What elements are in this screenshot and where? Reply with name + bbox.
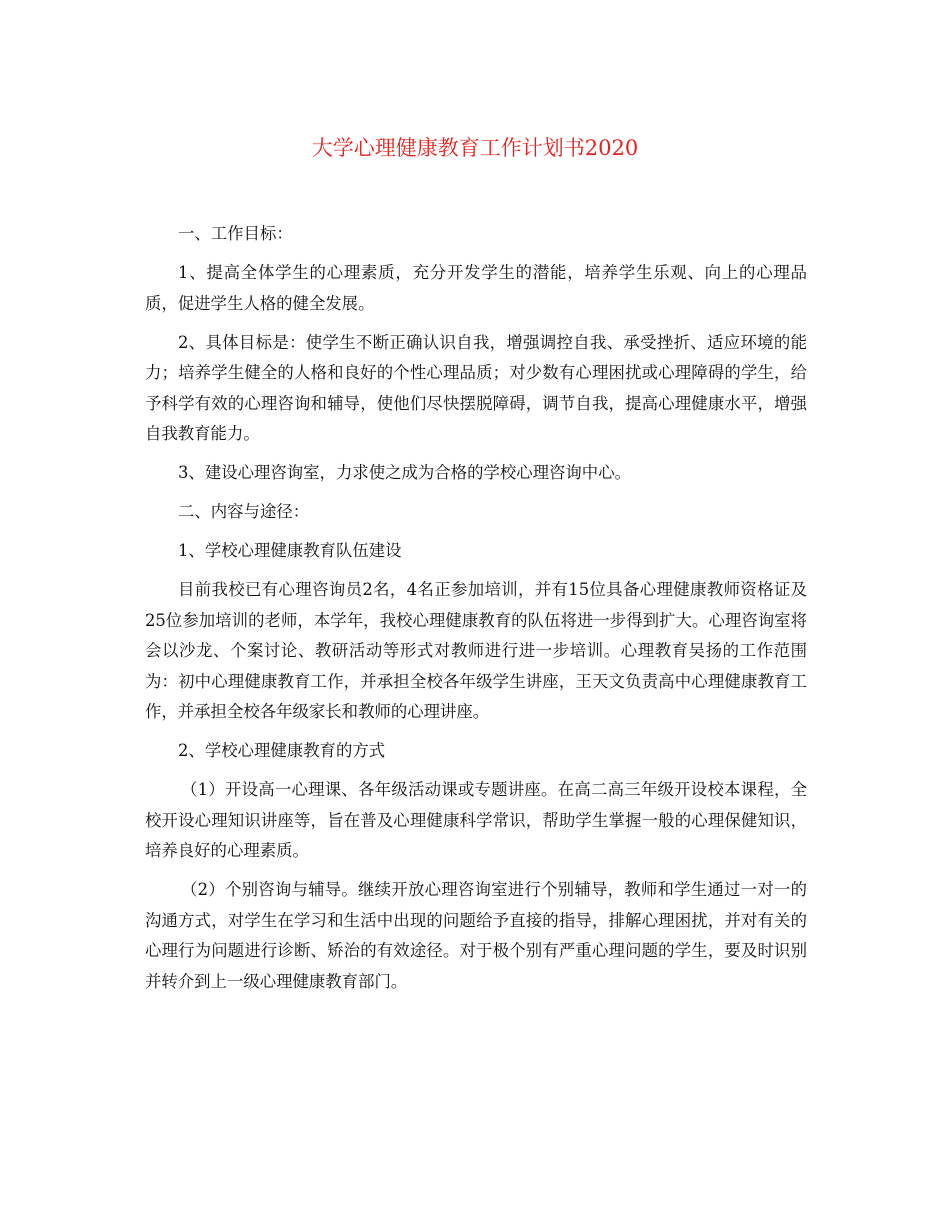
section-heading-content: 二、内容与途径： [178,502,310,521]
document-title: 大学心理健康教育工作计划书2020 [311,136,639,160]
goal-paragraph-2: 2、具体目标是：使学生不断正确认识自我，增强调控自我、承受挫折、适应环境的能力；培养学生健全的人格和良好的个性心理品质；对少数有心理困扰或心理障碍的学生，给予科学有效的心理咨询和辅导，使他们尽快摆脱障碍，调节自我，提高心理健康水平，增强自我教育能力。 [145,332,807,443]
team-building-paragraph: 目前我校已有心理咨询员2名，4名正参加培训，并有15位具备心理健康教师资格证及25位参加培训的老师，本学年，我校心理健康教育的队伍将进一步得到扩大。心理咨询室将会以沙龙、个案讨论、教研活动等形式对教师进行进一步培训。心理教育吴扬的工作范围为：初中心理健康教育工作，并承担全校各年级学生讲座，王天文负责高中心理健康教育工作，并承担全校各年级家长和教师的心理讲座。 [145,580,807,721]
subheading-education-methods: 2、学校心理健康教育的方式 [178,741,386,760]
goal-paragraph-1: 1、提高全体学生的心理素质，充分开发学生的潜能，培养学生乐观、向上的心理品质，促进学生人格的健全发展。 [145,263,807,313]
section-heading-goals: 一、工作目标： [178,224,293,243]
document-body [145,219,807,1006]
subheading-team-building: 1、学校心理健康教育队伍建设 [178,541,402,560]
method-paragraph-2: （2）个别咨询与辅导。继续开放心理咨询室进行个别辅导，教师和学生通过一对一的沟通方式，对学生在学习和生活中出现的问题给予直接的指导，排解心理困扰，并对有关的心理行为问题进行诊断、矫治的有效途径。对于极个别有严重心理问题的学生，要及时识别并转介到上一级心理健康教育部门。 [145,880,807,991]
goal-paragraph-3: 3、建设心理咨询室，力求使之成为合格的学校心理咨询中心。 [178,463,631,482]
method-paragraph-1: （1）开设高一心理课、各年级活动课或专题讲座。在高二高三年级开设校本课程，全校开设心理知识讲座等，旨在普及心理健康科学常识，帮助学生掌握一般的心理保健知识，培养良好的心理素质。 [145,780,807,860]
